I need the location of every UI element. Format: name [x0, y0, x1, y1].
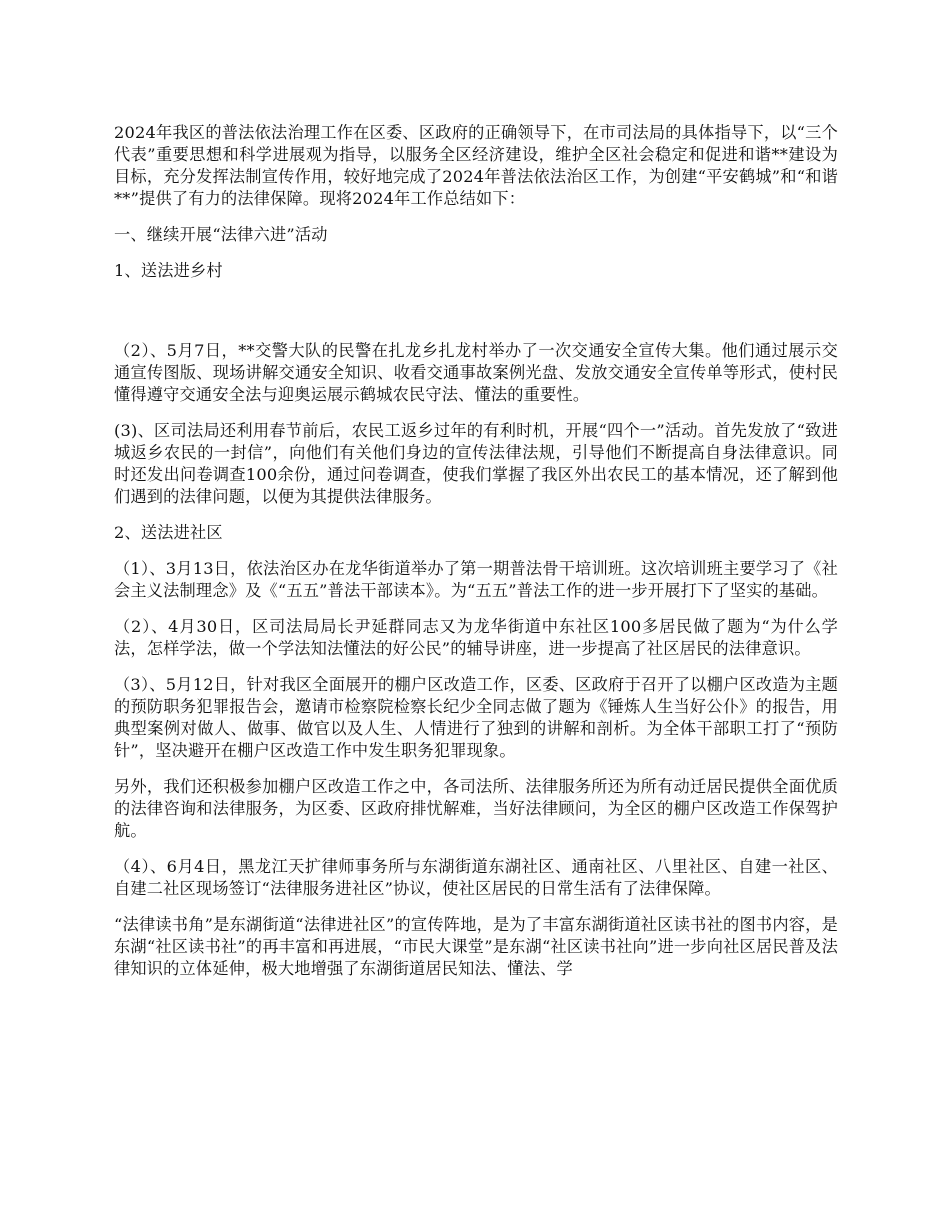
document-body	[114, 122, 838, 994]
blank-gap	[114, 296, 838, 340]
paragraph-community-item-2: （2）、4月30日，区司法局局长尹延群同志又为龙华街道中东社区100多居民做了题为“为什么学法，怎样学法，做一个学法知法懂法的好公民”的辅导讲座，进一步提高了社区居民的法律意识。	[114, 617, 838, 658]
paragraph-village-item-3: (3)、区司法局还利用春节前后，农民工返乡过年的有利时机，开展“四个一”活动。首先发放了“致进城返乡农民的一封信”，向他们有关他们身边的宣传法律法规，引导他们不断提高自身法律意识。同时还发出问卷调查100余份，通过问卷调查，使我们掌握了我区外出农民工的基本情况，还了解到他们遇到的法律问题，以便为其提供法律服务。	[114, 421, 838, 506]
paragraph-community-item-3: （3）、5月12日，针对我区全面展开的棚户区改造工作，区委、区政府于召开了以棚户区改造为主题的预防职务犯罪报告会，邀请市检察院检察长纪少全同志做了题为《锤炼人生当好公仆》的报告，用典型案例对做人、做事、做官以及人生、人情进行了独到的讲解和剖析。为全体干部职工打了“预防针”，坚决避开在棚户区改造工作中发生职务犯罪现象。	[114, 675, 838, 760]
paragraph-community-item-1: （1）、3月13日，依法治区办在龙华街道举办了第一期普法骨干培训班。这次培训班主要学习了《社会主义法制理念》及《“五五”普法干部读本》。为“五五”普法工作的进一步开展打下了坚实的基础。	[114, 559, 838, 600]
subsection-heading-communities: 2、送法进社区	[114, 523, 223, 542]
subsection-heading-villages: 1、送法进乡村	[114, 261, 223, 280]
intro-paragraph: 2024年我区的普法依法治理工作在区委、区政府的正确领导下，在市司法局的具体指导下，以“三个代表”重要思想和科学进展观为指导，以服务全区经济建设，维护全区社会稳定和促进和谐**建设为目标，充分发挥法制宣传作用，较好地完成了2024年普法依法治区工作，为创建“平安鹤城”和“和谐**”提供了有力的法律保障。现将2024年工作总结如下：	[114, 123, 838, 208]
paragraph-reading-corner: “法律读书角”是东湖街道“法律进社区”的宣传阵地，是为了丰富东湖街道社区读书社的图书内容，是东湖“社区读书社”的再丰富和再进展，“市民大课堂”是东湖“社区读书社向”进一步向社区居民普及法律知识的立体延伸，极大地增强了东湖街道居民知法、懂法、学	[114, 915, 838, 978]
paragraph-community-item-4: （4）、6月4日，黑龙江天扩律师事务所与东湖街道东湖社区、通南社区、八里社区、自建一社区、自建二社区现场签订“法律服务进社区”协议，使社区居民的日常生活有了法律保障。	[114, 857, 838, 898]
paragraph-village-item-2: （2）、5月7日，**交警大队的民警在扎龙乡扎龙村举办了一次交通安全宣传大集。他们通过展示交通宣传图版、现场讲解交通安全知识、收看交通事故案例光盘、发放交通安全宣传单等形式，使村民懂得遵守交通安全法与迎奥运展示鹤城农民守法、懂法的重要性。	[114, 341, 838, 404]
paragraph-additional: 另外，我们还积极参加棚户区改造工作之中，各司法所、法律服务所还为所有动迁居民提供全面优质的法律咨询和法律服务，为区委、区政府排忧解难，当好法律顾问，为全区的棚户区改造工作保驾护航。	[114, 777, 838, 840]
section-heading-1: 一、继续开展“法律六进”活动	[114, 225, 328, 244]
